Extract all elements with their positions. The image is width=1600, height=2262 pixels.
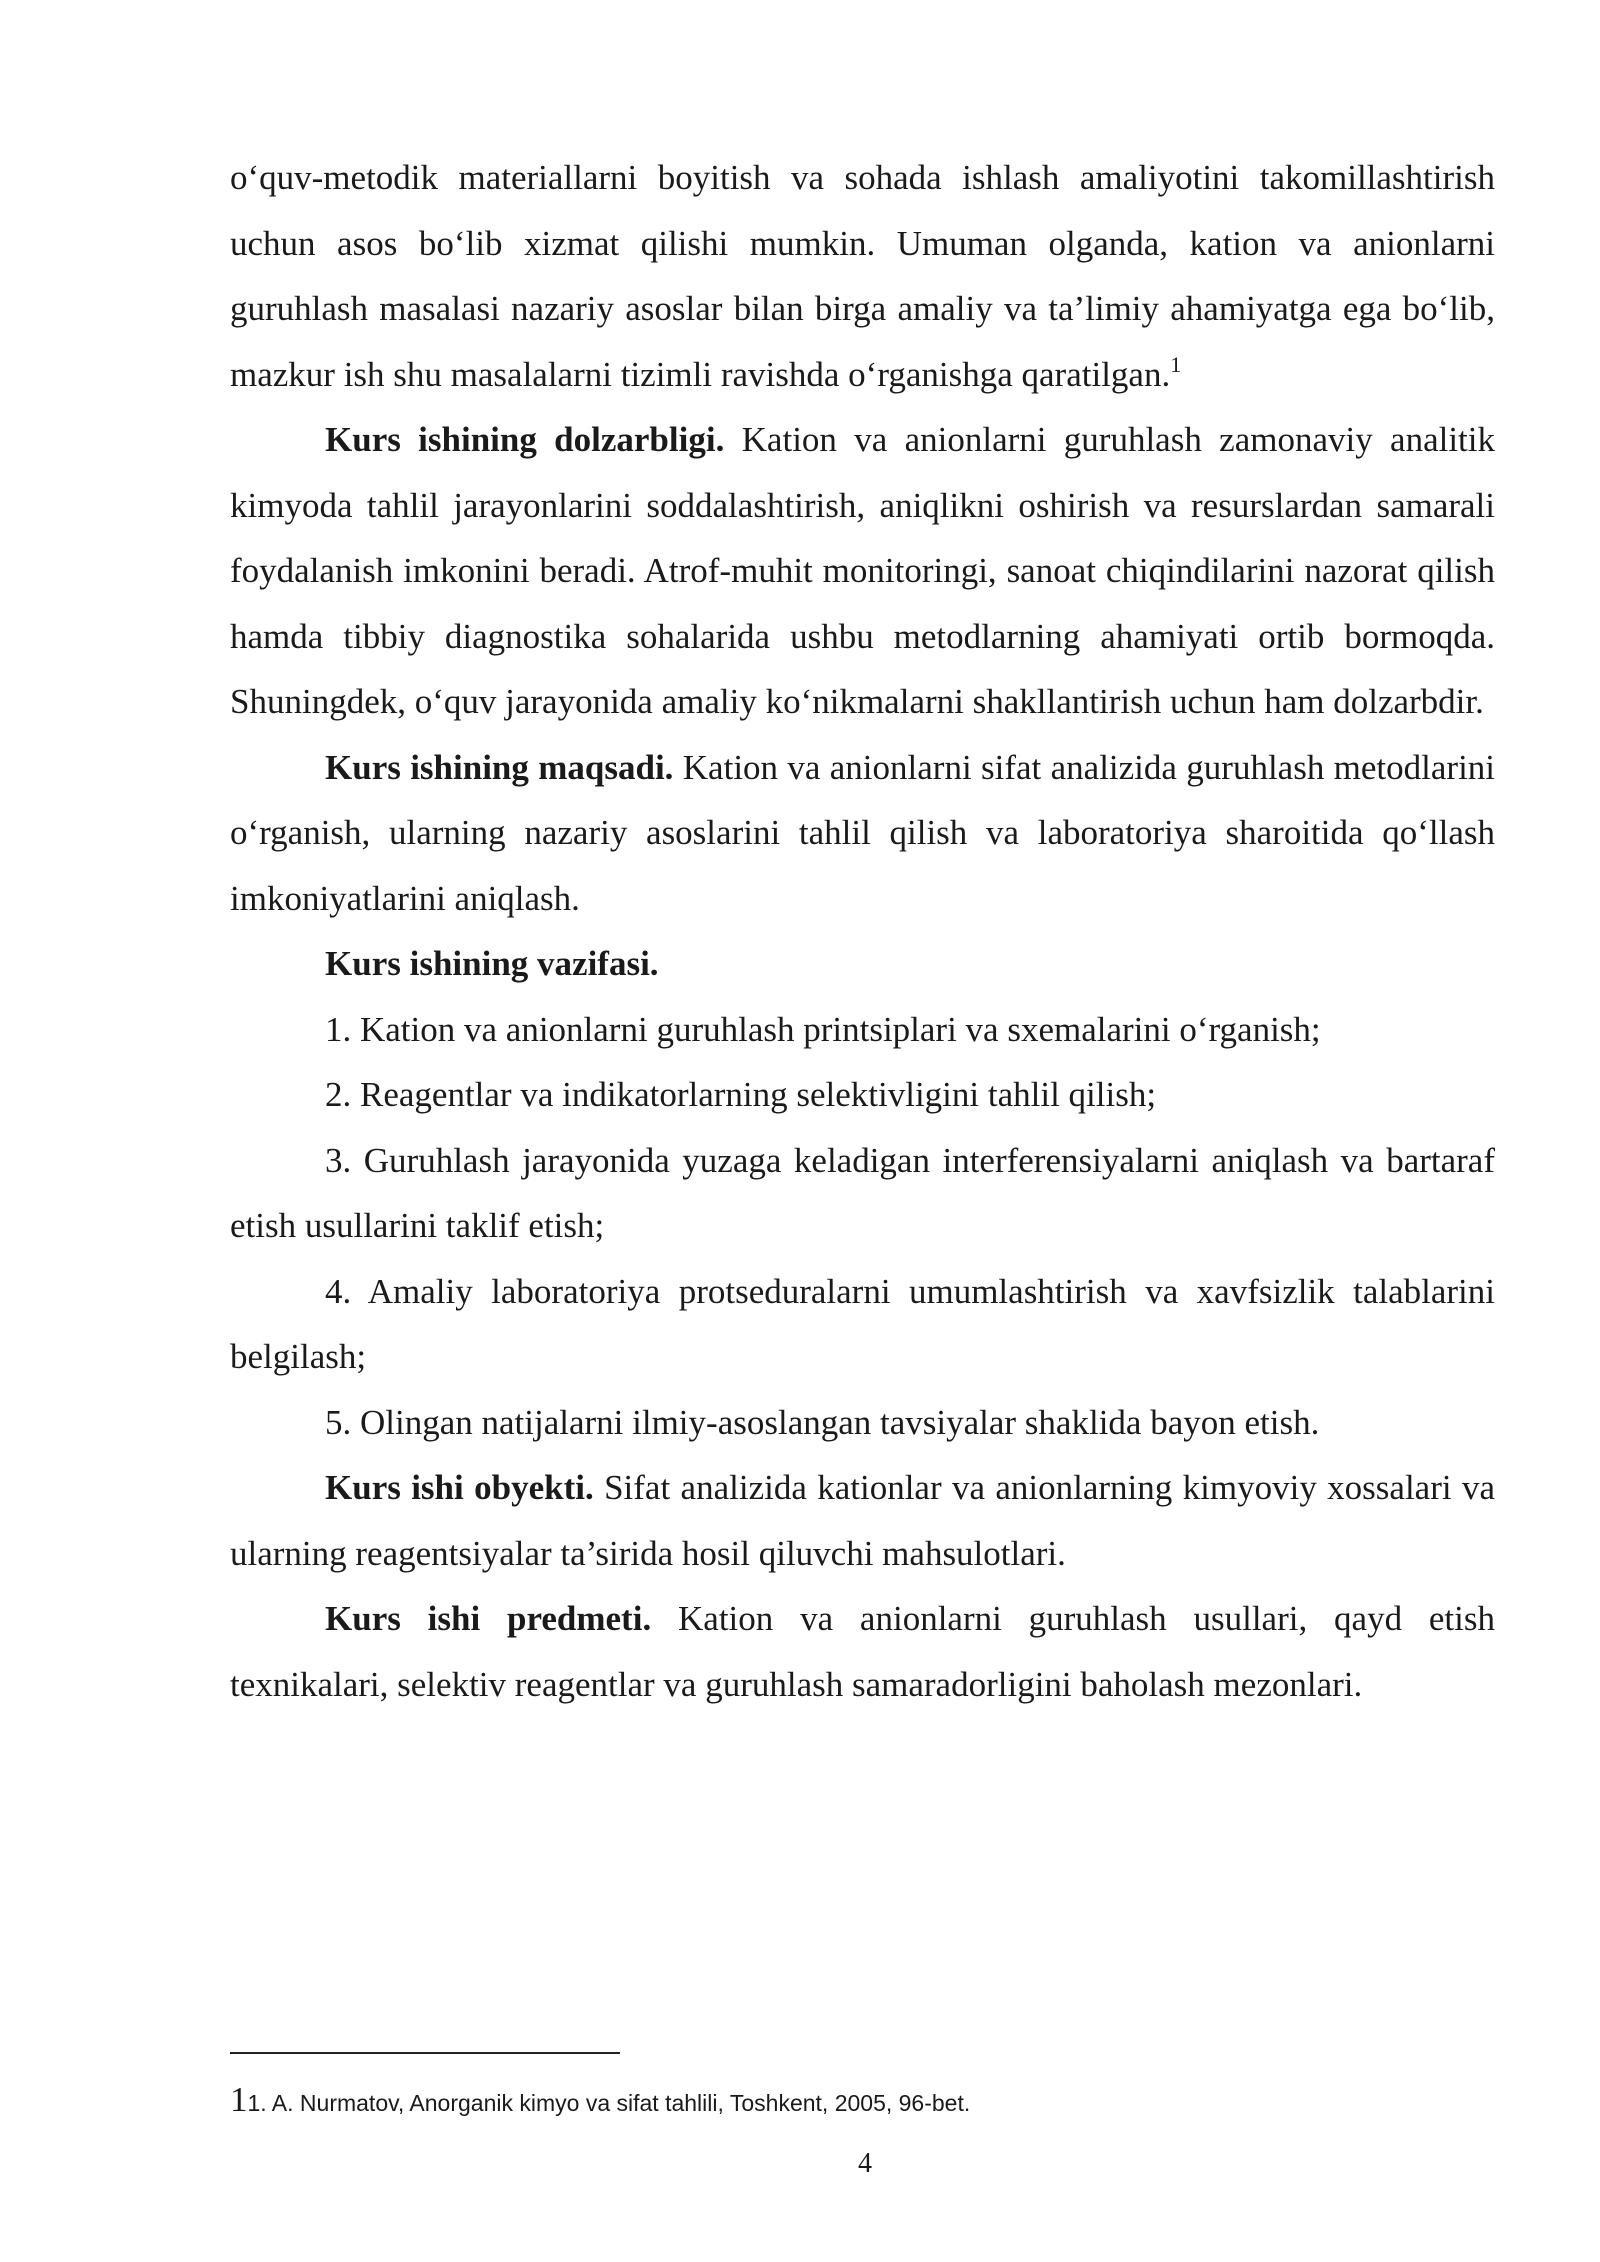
relevance-text: Kation va anionlarni guruhlash zamonaviy analitik kimyoda tahlil jarayonlarini soddalashtirish, aniqlikni oshirish va resurslardan samarali foydalanish imkonini beradi. Atrof-muhit monitoringi, sanoat chiqindilarini nazorat qilish hamda tibbiy diagnostika sohalarida ushbu metodlarning ahamiyati ortib bormoqda. Shuningdek, o‘quv jarayonida amaliy ko‘nikmalarni shakllantirish uchun ham dolzarbdir.: [230, 420, 1496, 721]
task-item-2: 2. Reagentlar va indikatorlarning selektivligini tahlil qilish;: [325, 1075, 1157, 1114]
object-paragraph: [230, 1455, 1495, 1586]
relevance-heading: Kurs ishining dolzarbligi.: [325, 420, 725, 459]
task-item-5: 5. Olingan natijalarni ilmiy-asoslangan tavsiyalar shaklida bayon etish.: [325, 1402, 1320, 1442]
goal-text: Kation va anionlarni sifat analizida guruhlash metodlarini o‘rganish, ularning nazariy asoslarini tahlil qilish va laboratoriya sharoitida qo‘llash imkoniyatlarini aniqlash.: [230, 747, 1496, 918]
task-item-1: 1. Kation va anionlarni guruhlash printsiplari va sxemalarini o‘rganish;: [325, 1009, 1321, 1049]
tasks-heading-paragraph: [230, 931, 1495, 997]
subject-text: Kation va anionlarni guruhlash usullari, qayd etish texnikalari, selektiv reagentlar va guruhlash samaradorligini baholash mezonlari.: [230, 1599, 1495, 1704]
footnote-reference[interactable]: 1: [1170, 351, 1182, 377]
goal-heading: Kurs ishining maqsadi.: [325, 747, 674, 787]
object-text: Sifat analizida kationlar va anionlarning kimyoviy xossalari va ularning reagentsiyalar ta’sirida hosil qiluvchi mahsulotlari.: [230, 1468, 1495, 1573]
relevance-paragraph: [230, 407, 1495, 735]
footnote: [230, 2080, 1495, 2123]
footnote-divider: [230, 2052, 620, 2054]
goal-paragraph: [230, 735, 1495, 932]
page-number: 4: [858, 2148, 872, 2179]
subject-paragraph: [230, 1586, 1495, 1717]
page-body: [230, 145, 1495, 1717]
intro-paragraph: [230, 145, 1495, 407]
footnote-text: 1. A. Nurmatov, Anorganik kimyo va sifat tahlili, Toshkent, 2005, 96-bet.: [247, 2090, 971, 2116]
footnote-mark: 1: [230, 2080, 248, 2119]
tasks-heading: Kurs ishining vazifasi.: [325, 944, 659, 983]
task-item-4: 4. Amaliy laboratoriya protseduralarni umumlashtirish va xavfsizlik talablarini belgilash;: [230, 1271, 1495, 1376]
subject-heading: Kurs ishi predmeti.: [325, 1599, 652, 1638]
object-heading: Kurs ishi obyekti.: [325, 1468, 594, 1507]
task-item-3: 3. Guruhlash jarayonida yuzaga keladigan interferensiyalarni aniqlash va bartaraf etish usullarini taklif etish;: [230, 1140, 1495, 1245]
intro-text: o‘quv-metodik materiallarni boyitish va sohada ishlash amaliyotini takomillashtirish uchun asos bo‘lib xizmat qilishi mumkin. Umuman olganda, kation va anionlarni guruhlash masalasi nazariy asoslar bilan birga amaliy va ta’limiy ahamiyatga ega bo‘lib, mazkur ish shu masalalarni tizimli ravishda o‘rganishga qaratilgan.: [230, 158, 1495, 394]
